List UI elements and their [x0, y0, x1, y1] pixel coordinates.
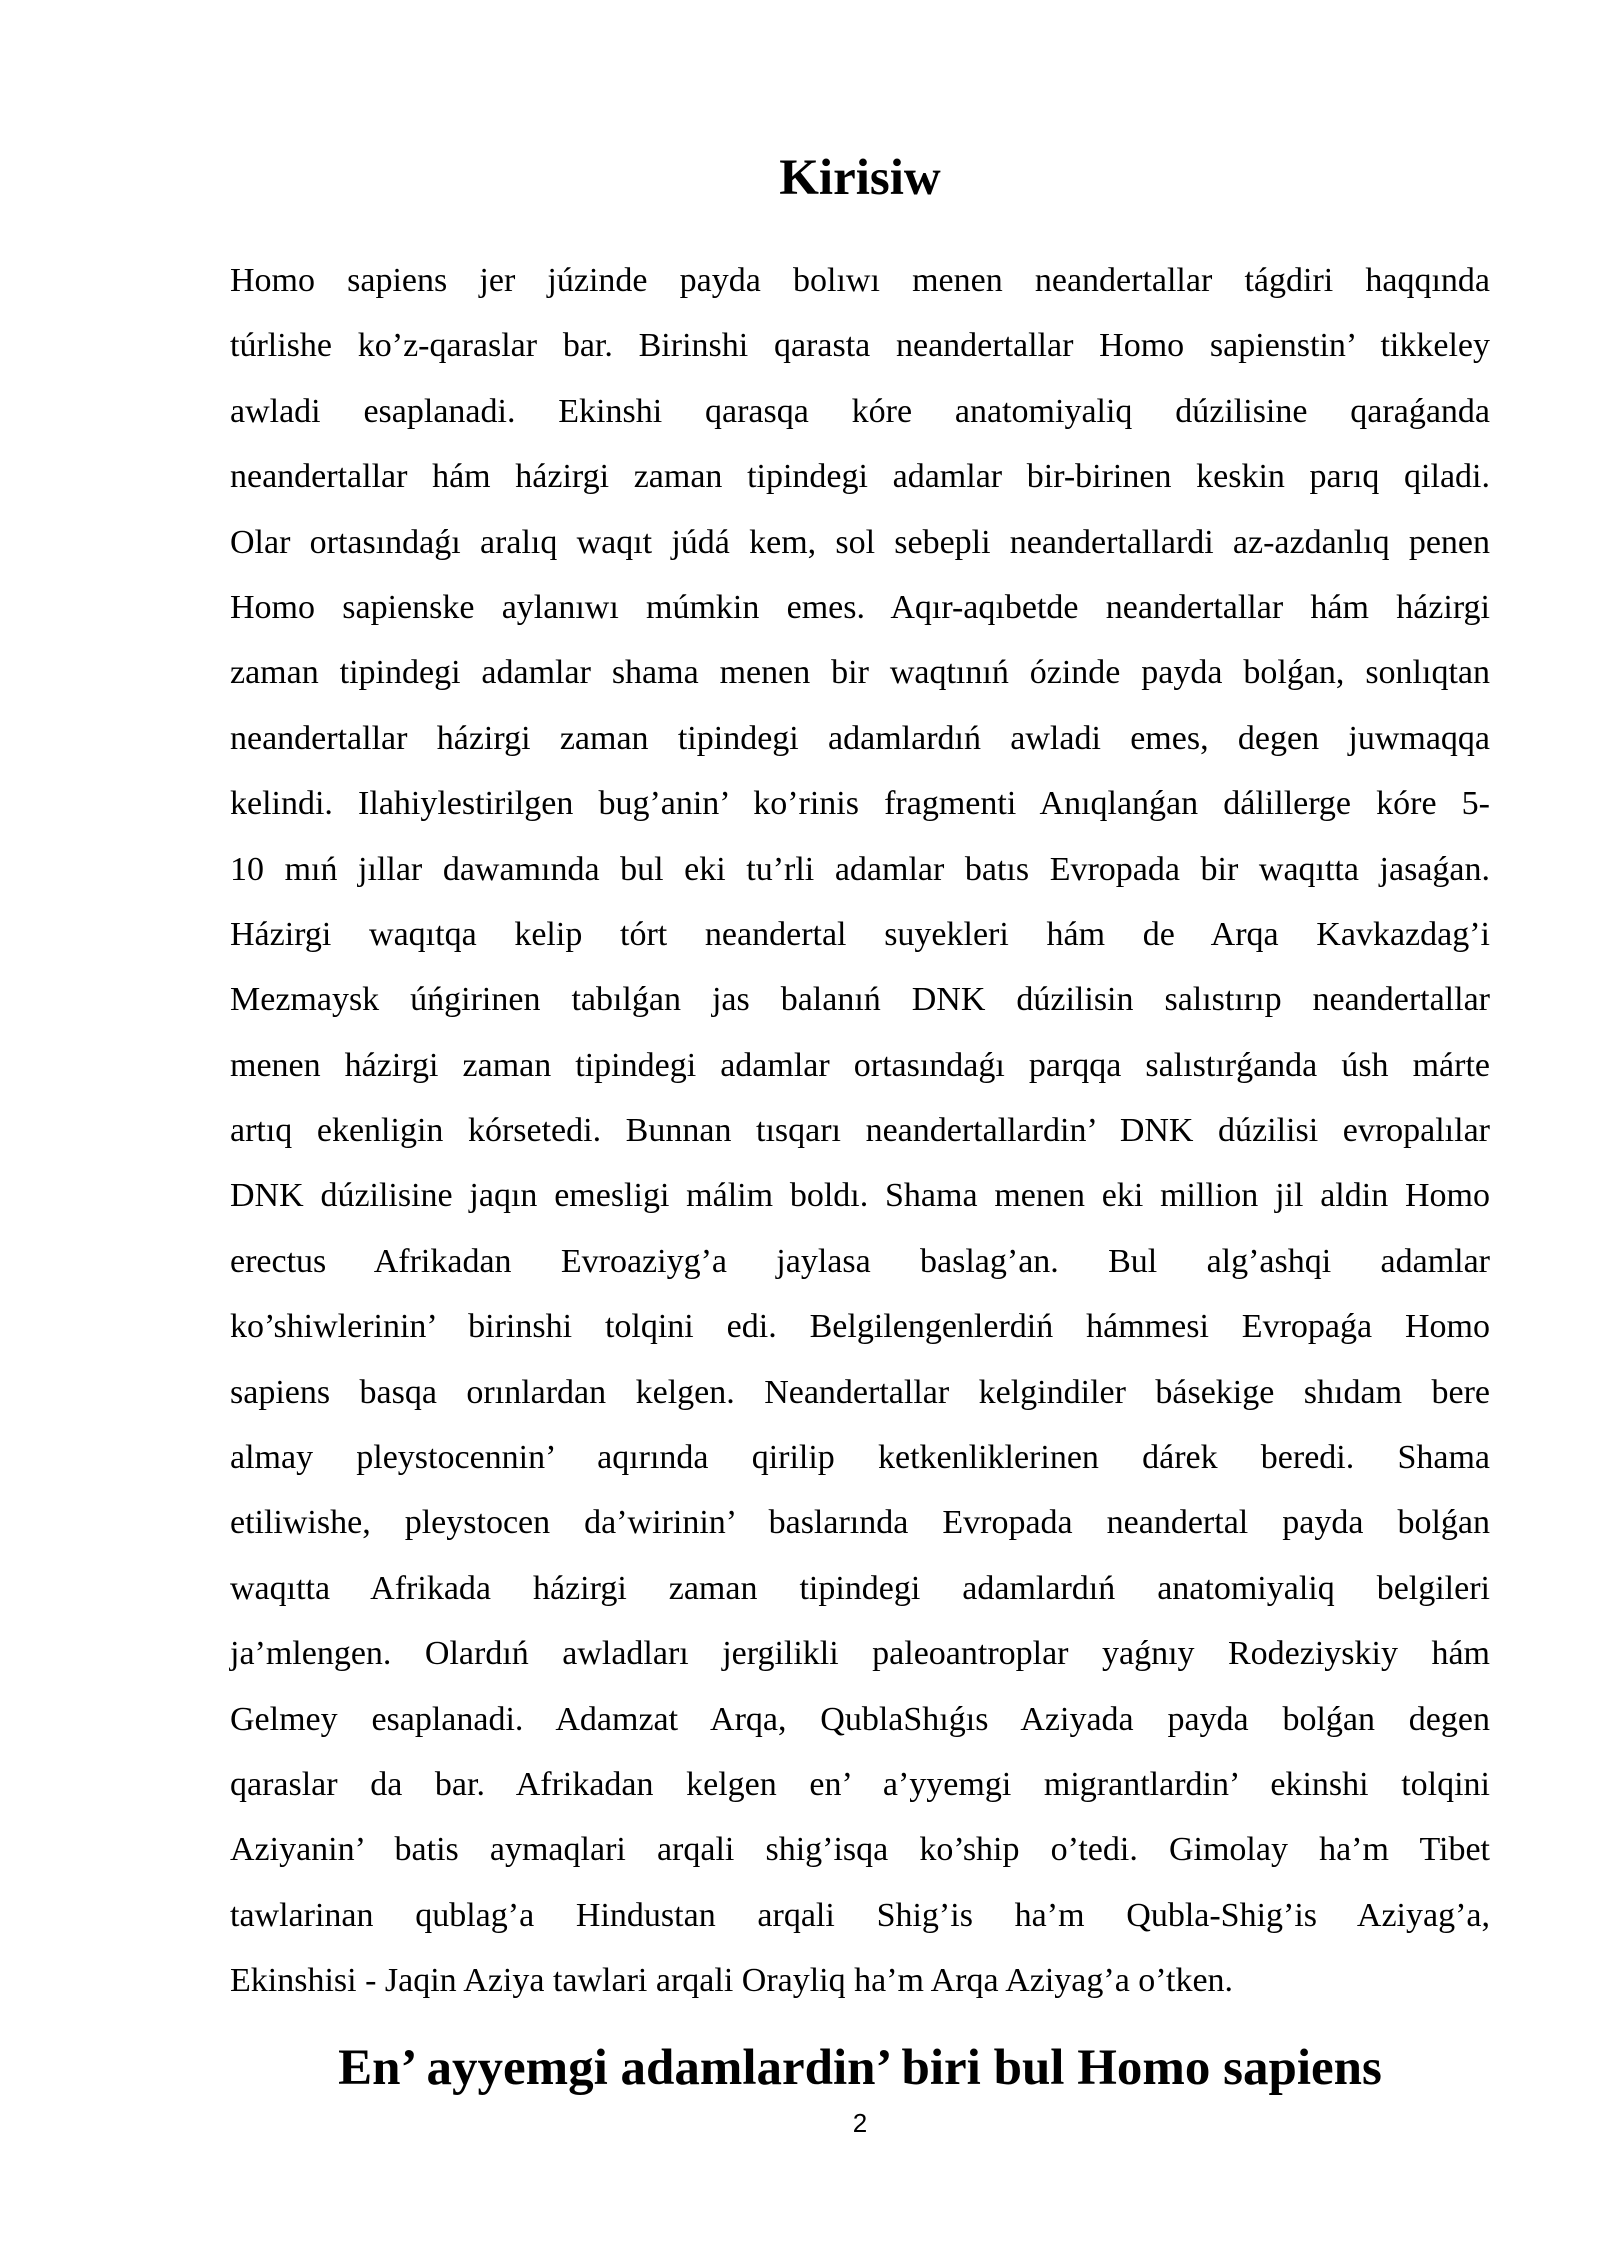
page-number: 2 — [852, 2108, 868, 2138]
paragraph-line: neandertallar házirgi zaman tipindegi adamlardıń awladi emes, degen juwmaqqa — [230, 719, 1490, 757]
paragraph-line: ko’shiwlerinin’ birinshi tolqini edi. Belgilengenlerdiń hámmesi Evropaǵa Homo — [230, 1308, 1490, 1346]
paragraph-line: tawlarinan qublag’a Hindustan arqali Shig’is ha’m Qubla-Shig’is Aziyag’a, — [230, 1896, 1490, 1934]
paragraph-line: Ekinshisi - Jaqin Aziya tawlari arqali Orayliq ha’m Arqa Aziyag’a o’tken. — [230, 1962, 1234, 2000]
paragraph-line: artıq ekenligin kórsetedi. Bunnan tısqarı neandertallardin’ DNK dúzilisi evropalılar — [230, 1112, 1490, 1150]
paragraph-line: sapiens basqa orınlardan kelgen. Neandertallar kelgindiler básekige shıdam bere — [230, 1373, 1490, 1411]
paragraph-line: 10 mıń jıllar dawamında bul eki tu’rli adamlar batıs Evropada bir waqıtta jasaǵan. — [230, 850, 1490, 888]
paragraph-line: etiliwishe, pleystocen da’wirinin’ baslarında Evropada neandertal payda bolǵan — [230, 1504, 1490, 1542]
paragraph-line: ja’mlengen. Olardıń awladları jergilikli paleoantroplar yaǵnıy Rodeziyskiy hám — [230, 1635, 1490, 1673]
paragraph-line: menen házirgi zaman tipindegi adamlar ortasındaǵı parqqa salıstırǵanda úsh márte — [230, 1046, 1490, 1084]
paragraph-line: waqıtta Afrikada házirgi zaman tipindegi adamlardıń anatomiyaliq belgileri — [230, 1569, 1490, 1607]
paragraph-line: Olar ortasındaǵı aralıq waqıt júdá kem, sol sebepli neandertallardi az-azdanlıq penen — [230, 523, 1490, 561]
paragraph-line: Házirgi waqıtqa kelip tórt neandertal suyekleri hám de Arqa Kavkazdag’i — [230, 915, 1490, 953]
paragraph-line: zaman tipindegi adamlar shama menen bir waqtınıń ózinde payda bolǵan, sonlıqtan — [230, 654, 1490, 692]
paragraph-line: Homo sapiens jer júzinde payda bolıwı menen neandertallar tágdiri haqqında — [230, 262, 1490, 299]
paragraph-line: qaraslar da bar. Afrikadan kelgen en’ a’yyemgi migrantlardin’ ekinshi tolqini — [230, 1765, 1490, 1803]
section-heading: En’ ayyemgi adamlardin’ biri bul Homo sapiens — [338, 2040, 1382, 2096]
body-paragraph — [230, 248, 1490, 2014]
paragraph-line: Aziyanin’ batis aymaqlari arqali shig’isqa ko’ship o’tedi. Gimolay ha’m Tibet — [230, 1831, 1490, 1869]
paragraph-line: erectus Afrikadan Evroaziyg’a jaylasa baslag’an. Bul alg’ashqi adamlar — [230, 1242, 1490, 1280]
paragraph-line: neandertallar hám házirgi zaman tipindegi adamlar bir-birinen keskin parıq qiladi. — [230, 458, 1490, 496]
paragraph-line: Homo sapienske aylanıwı múmkin emes. Aqır-aqıbetde neandertallar hám házirgi — [230, 588, 1490, 626]
page-title: Kirisiw — [779, 150, 941, 206]
paragraph-line: almay pleystocennin’ aqırında qirilip ketkenliklerinen dárek beredi. Shama — [230, 1439, 1490, 1477]
paragraph-line: túrlishe ko’z-qaraslar bar. Birinshi qarasta neandertallar Homo sapienstin’ tikkeley — [230, 327, 1490, 365]
paragraph-line: awladi esaplanadi. Ekinshi qarasqa kóre anatomiyaliq dúzilisine qaraǵanda — [230, 392, 1490, 430]
paragraph-line: Gelmey esaplanadi. Adamzat Arqa, QublaShıǵıs Aziyada payda bolǵan degen — [230, 1700, 1490, 1738]
paragraph-line: Mezmaysk úńgirinen tabılǵan jas balanıń DNK dúzilisin salıstırıp neandertallar — [230, 981, 1490, 1019]
paragraph-line: kelindi. Ilahiylestirilgen bug’anin’ ko’rinis fragmenti Anıqlanǵan dálillerge kóre 5- — [230, 785, 1490, 823]
paragraph-line: DNK dúzilisine jaqın emesligi málim boldı. Shama menen eki million jil aldin Homo — [230, 1177, 1490, 1215]
